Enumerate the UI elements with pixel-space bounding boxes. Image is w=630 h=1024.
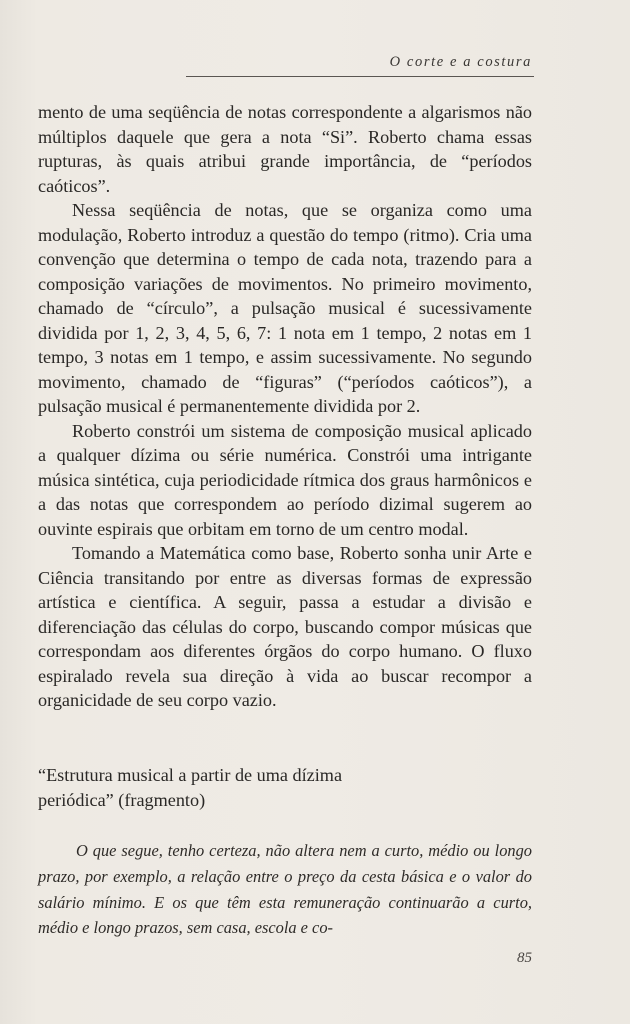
section-title — [38, 763, 532, 812]
page-number: 85 — [517, 950, 532, 966]
running-header: O corte e a costura — [389, 54, 532, 70]
section-title-line-2: periódica” (fragmento) — [38, 789, 206, 810]
section-title-line-1: “Estrutura musical a partir de uma dízima — [38, 765, 343, 785]
paragraph-composition-system: Roberto constrói um sistema de composição musical aplicado a qualquer dízima ou série numérica. Constrói uma intrigante música sintética, cuja periodicidade rítmica dos graus harmônicos e a das notas que correspondem ao período dizimal sugerem ao ouvinte espirais que orbitam em torno de um centro modal. — [38, 420, 532, 539]
paragraph-art-science: Tomando a Matemática como base, Roberto sonha unir Arte e Ciência transitando por entre as diversas formas de expressão artística e científica. A seguir, passa a estudar a divisão e diferenciação das células do corpo, buscando compor músicas que correspondam aos diferentes órgãos do corpo humano. O fluxo espiralado revela sua direção à vida ao buscar recompor a organicidade de seu corpo vazio. — [38, 543, 532, 710]
paragraph-modulation: Nessa seqüência de notas, que se organiza como uma modulação, Roberto introduz a questão do tempo (ritmo). Cria uma convenção que determina o tempo de cada nota, trazendo para a composição variações de movimentos. No primeiro movimento, chamado de “círculo”, a pulsação musical é sucessivamente dividida por 1, 2, 3, 4, 5, 6, 7: 1 nota em 1 tempo, 2 notas em 1 tempo, 3 notas em 1 tempo, e assim sucessivamente. No segundo movimento, chamado de “figuras” (“períodos caóticos”), a pulsação musical é permanentemente dividida por 2. — [38, 200, 532, 416]
header-rule — [186, 76, 534, 77]
body-text — [38, 100, 532, 713]
paragraph-continuation: mento de uma seqüência de notas correspondente a algarismos não múltiplos daquele que gera a nota “Si”. Roberto chama essas rupturas, às quais atribui grande importância, de “períodos caóticos”. — [38, 102, 532, 196]
excerpt-fragment: O que segue, tenho certeza, não altera nem a curto, médio ou longo prazo, por exemplo, a relação entre o preço da cesta básica e o valor do salário mínimo. E os que têm esta remuneração continuarão a curto, médio e longo prazos, sem casa, escola e co- — [38, 841, 532, 938]
